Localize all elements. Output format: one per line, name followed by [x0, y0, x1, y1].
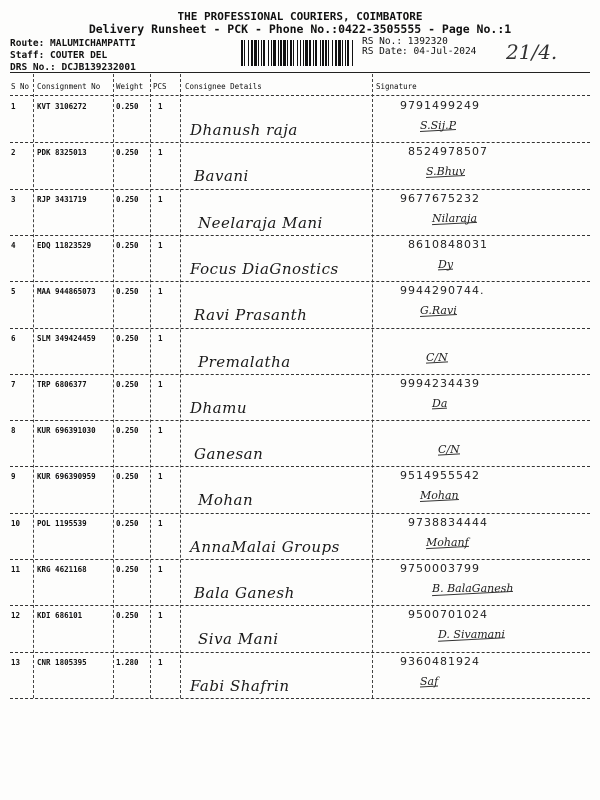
barcode-bar [271, 40, 272, 66]
col-header-weight: Weight [116, 82, 144, 91]
row-separator [10, 513, 590, 514]
row-signature: S.Bhuv [426, 165, 466, 179]
row-separator [10, 328, 590, 329]
barcode-bar [322, 40, 324, 66]
header-top-rule [10, 72, 590, 73]
row-separator [10, 466, 590, 467]
row-signature: Da [432, 396, 448, 410]
row-separator [10, 652, 590, 653]
row-phone: 9791499249 [400, 99, 480, 112]
row-signature: C/N [438, 443, 460, 457]
row-phone: 9994234439 [400, 376, 480, 390]
col-header-sno: S No [11, 82, 30, 91]
barcode-bar [268, 40, 269, 66]
barcode-bar [305, 40, 308, 66]
row-signature: Nilaraja [432, 211, 478, 225]
barcode-bar [335, 40, 337, 66]
row-consignment-no: RJP 3431719 [37, 194, 87, 204]
barcode-bar [261, 40, 262, 66]
row-phone: 9360481924 [400, 654, 480, 668]
rs-number: RS No.: 1392320 [362, 36, 448, 47]
barcode-bar [338, 40, 341, 66]
row-weight: 0.250 [116, 379, 139, 389]
row-pcs: 1 [158, 102, 163, 111]
row-signature: Saf [420, 674, 439, 688]
row-sno: 9 [11, 472, 16, 482]
col-header-pcs: PCS [153, 82, 167, 91]
barcode-bar [290, 40, 292, 66]
row-consignee-name: Fabi Shafrin [190, 676, 290, 695]
row-consignee-name: Ravi Prasanth [194, 306, 308, 325]
row-signature: B. BalaGanesh [432, 582, 514, 595]
row-sno: 13 [11, 657, 21, 667]
row-pcs: 1 [158, 426, 163, 436]
row-sno: 10 [11, 518, 21, 528]
row-sno: 6 [11, 333, 16, 343]
row-signature: D. Sivamani [438, 628, 505, 642]
row-pcs: 1 [158, 518, 163, 528]
row-separator [10, 559, 590, 560]
row-weight: 0.250 [116, 102, 139, 111]
row-consignment-no: EDQ 11823529 [37, 240, 92, 250]
header-bottom-rule [10, 95, 590, 96]
row-signature: Mohan [420, 489, 459, 503]
row-weight: 0.250 [116, 565, 139, 574]
row-signature: G.Ravi [420, 304, 457, 318]
row-weight: 0.250 [116, 611, 139, 621]
row-weight: 0.250 [116, 426, 139, 436]
row-consignee-name: Focus DiaGnostics [190, 259, 339, 278]
row-pcs: 1 [158, 657, 163, 667]
row-sno: 11 [11, 565, 21, 574]
col-header-signature: Signature [376, 82, 417, 91]
row-consignee-name: Dhamu [190, 398, 248, 417]
barcode-bar [303, 40, 304, 66]
barcode-bar [287, 40, 288, 66]
handwritten-note: 21/4. [506, 40, 558, 64]
row-phone: 8524978507 [408, 145, 488, 159]
row-separator [10, 281, 590, 282]
row-consignment-no: CNR 1805395 [37, 657, 87, 667]
barcode [240, 40, 356, 66]
barcode-bar [325, 40, 327, 66]
barcode-bar [241, 40, 243, 66]
row-consignee-name: AnnaMalai Groups [190, 537, 340, 556]
row-signature: Dy [438, 257, 454, 271]
row-consignment-no: KDI 686101 [37, 611, 83, 621]
row-pcs: 1 [158, 148, 163, 158]
barcode-bar [342, 40, 343, 66]
drs-number: DRS No.: DCJB139232001 [10, 62, 136, 73]
barcode-bar [278, 40, 279, 66]
barcode-bar [251, 40, 253, 66]
row-signature: S.Sij.P [420, 119, 457, 132]
barcode-bar [293, 40, 294, 66]
row-pcs: 1 [158, 611, 163, 621]
row-sno: 3 [11, 194, 16, 204]
row-weight: 0.250 [116, 472, 139, 482]
barcode-bar [254, 40, 257, 66]
row-consignment-no: PDK 8325013 [37, 148, 87, 158]
row-weight: 0.250 [116, 518, 139, 528]
barcode-bar [300, 40, 301, 66]
barcode-bar [332, 40, 333, 66]
barcode-bar [315, 40, 317, 66]
barcode-bar [347, 40, 349, 66]
barcode-bar [320, 40, 321, 66]
row-consignment-no: MAA 944865073 [37, 287, 96, 297]
row-consignment-no: TRP 6806377 [37, 379, 87, 389]
row-consignee-name: Mohan [198, 491, 254, 510]
document-subtitle: Delivery Runsheet - PCK - Phone No.:0422-3505555 - Page No.:1 [88, 22, 512, 36]
barcode-bar [258, 40, 259, 66]
row-separator [10, 189, 590, 190]
row-signature: Mohanf [426, 535, 469, 549]
row-pcs: 1 [158, 287, 163, 297]
staff-label: Staff: COUTER DEL [10, 50, 108, 61]
row-weight: 0.250 [116, 194, 139, 204]
row-separator [10, 374, 590, 375]
row-sno: 1 [11, 102, 16, 111]
row-separator [10, 605, 590, 606]
row-pcs: 1 [158, 194, 163, 204]
row-consignee-name: Neelaraja Mani [198, 213, 323, 232]
barcode-bar [280, 40, 282, 66]
row-consignment-no: SLM 349424459 [37, 333, 96, 343]
row-phone: 8610848031 [408, 237, 488, 251]
col-header-consignee: Consignee Details [185, 82, 262, 91]
row-weight: 0.250 [116, 287, 139, 297]
row-phone: 9514955542 [400, 469, 480, 483]
row-pcs: 1 [158, 333, 163, 343]
row-weight: 0.250 [116, 333, 139, 343]
row-pcs: 1 [158, 472, 163, 482]
row-weight: 0.250 [116, 240, 139, 250]
row-weight: 0.250 [116, 148, 139, 158]
row-sno: 2 [11, 148, 16, 158]
row-consignment-no: KVT 3106272 [37, 102, 87, 111]
barcode-bar [283, 40, 286, 66]
row-consignment-no: KRG 4621168 [37, 565, 87, 574]
row-signature: C/N [426, 350, 448, 364]
row-phone: 9750003799 [400, 562, 480, 575]
barcode-bar [297, 40, 298, 66]
row-separator [10, 698, 590, 699]
row-consignee-name: Premalatha [198, 352, 291, 371]
row-separator [10, 235, 590, 236]
row-phone: 9738834444 [408, 515, 488, 529]
row-sno: 8 [11, 426, 16, 436]
barcode-bar [313, 40, 314, 66]
row-consignment-no: POL 1195539 [37, 518, 87, 528]
barcode-bar [263, 40, 265, 66]
row-separator [10, 420, 590, 421]
row-consignee-name: Bala Ganesh [194, 584, 295, 602]
row-sno: 5 [11, 287, 16, 297]
barcode-bar [273, 40, 276, 66]
row-phone: 9500701024 [408, 608, 488, 622]
row-weight: 1.280 [116, 657, 139, 667]
row-sno: 12 [11, 611, 21, 621]
barcode-bar [309, 40, 311, 66]
row-consignee-name: Ganesan [194, 445, 264, 464]
barcode-bar [248, 40, 249, 66]
barcode-bar [244, 40, 245, 66]
row-pcs: 1 [158, 379, 163, 389]
row-consignee-name: Siva Mani [198, 630, 279, 649]
row-consignment-no: KUR 696391030 [37, 426, 96, 436]
row-pcs: 1 [158, 565, 163, 574]
row-pcs: 1 [158, 240, 163, 250]
row-consignee-name: Dhanush raja [190, 121, 298, 139]
barcode-bar [345, 40, 346, 66]
row-sno: 4 [11, 240, 16, 250]
route-label: Route: MALUMICHAMPATTI [10, 38, 136, 49]
barcode-bar [328, 40, 329, 66]
barcode-bar [352, 40, 353, 66]
row-consignee-name: Bavani [194, 167, 249, 186]
row-sno: 7 [11, 379, 16, 389]
rs-date: RS Date: 04-Jul-2024 [362, 46, 477, 57]
row-phone: 9677675232 [400, 191, 480, 205]
document-title: THE PROFESSIONAL COURIERS, COIMBATORE [177, 10, 423, 23]
col-header-consignment: Consignment No [37, 82, 101, 91]
row-consignment-no: KUR 696390959 [37, 472, 96, 482]
row-separator [10, 142, 590, 143]
row-phone: 9944290744. [400, 284, 485, 298]
